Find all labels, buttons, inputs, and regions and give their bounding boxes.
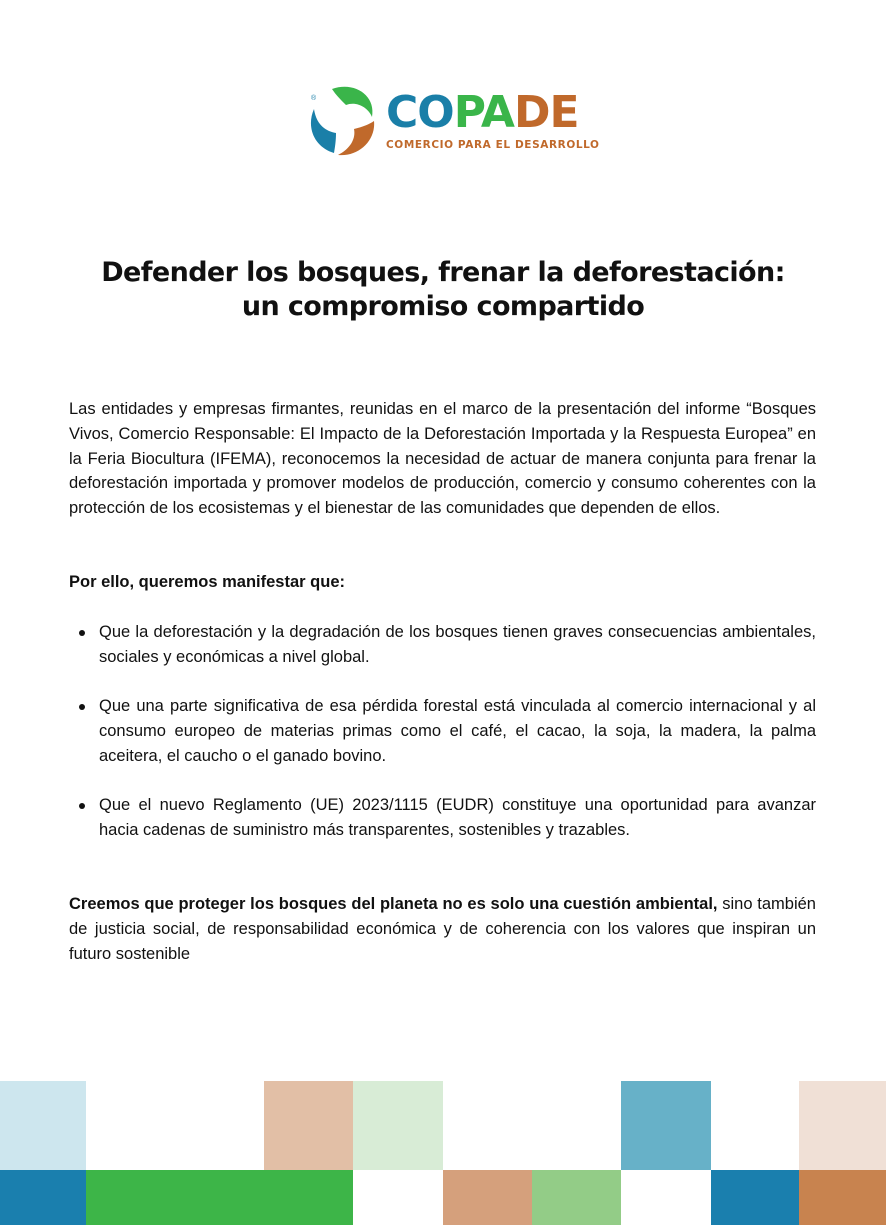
registered-mark: ® — [311, 95, 317, 102]
footer-tile — [799, 1081, 886, 1170]
copade-logo — [306, 83, 600, 159]
footer-tile — [443, 1170, 532, 1225]
closing-rest: sino también de justicia social, de responsabilidad económica y de coherencia con los valores que inspiran un futuro sostenible — [69, 895, 816, 963]
manifest-list — [69, 620, 816, 867]
logo-swirl-orange — [338, 121, 374, 155]
logo-swirl-green — [332, 87, 372, 117]
copade-swirl-icon — [306, 83, 382, 159]
title-line-1: Defender los bosques, frenar la deforestación: — [101, 257, 785, 288]
closing-bold: Creemos que proteger los bosques del planeta no es solo una cuestión ambiental, — [69, 895, 718, 913]
logo-subtitle: COMERCIO PARA EL DESARROLLO — [386, 139, 600, 151]
lead-statement: Por ello, queremos manifestar que: — [69, 573, 345, 591]
footer-tile — [353, 1081, 443, 1170]
footer-tile — [0, 1081, 86, 1170]
list-item: Que la deforestación y la degradación de los bosques tienen graves consecuencias ambientales, sociales y económicas a nivel global. — [99, 620, 816, 670]
logo-word-pa: PA — [453, 87, 514, 138]
logo-wordmark — [386, 87, 579, 138]
footer-tile — [621, 1081, 711, 1170]
footer-tile — [0, 1170, 86, 1225]
document-title — [0, 256, 886, 324]
logo-word-pade — [454, 87, 579, 138]
footer-tile — [532, 1170, 621, 1225]
closing-paragraph — [69, 892, 816, 966]
logo-word-co: CO — [386, 87, 454, 138]
title-line-2: un compromiso compartido — [241, 291, 645, 322]
intro-paragraph: Las entidades y empresas firmantes, reunidas en el marco de la presentación del informe “Bosques Vivos, Comercio Responsable: El Impacto de la Deforestación Importada y la Respuesta Europea” en la Feria Biocultura (IFEMA), reconocemos la necesidad de actuar de manera conjunta para frenar la deforestación importada y promover modelos de producción, comercio y consumo coherentes con la protección de los ecosistemas y el bienestar de las comunidades que dependen de ellos. — [69, 400, 816, 518]
list-item: Que una parte significativa de esa pérdida forestal está vinculada al comercio internacional y al consumo europeo de materias primas como el café, el cacao, la soja, la madera, la palma aceitera, el caucho o el ganado bovino. — [99, 694, 816, 768]
footer-tile — [264, 1081, 353, 1170]
footer-tile — [799, 1170, 886, 1225]
footer-tile — [711, 1170, 799, 1225]
logo-swirl-teal — [311, 109, 336, 153]
footer-tile — [86, 1170, 353, 1225]
list-item: Que el nuevo Reglamento (UE) 2023/1115 (EUDR) constituye una oportunidad para avanzar hacia cadenas de suministro más transparentes, sostenibles y trazables. — [99, 793, 816, 843]
logo-word-de: DE — [513, 87, 579, 138]
